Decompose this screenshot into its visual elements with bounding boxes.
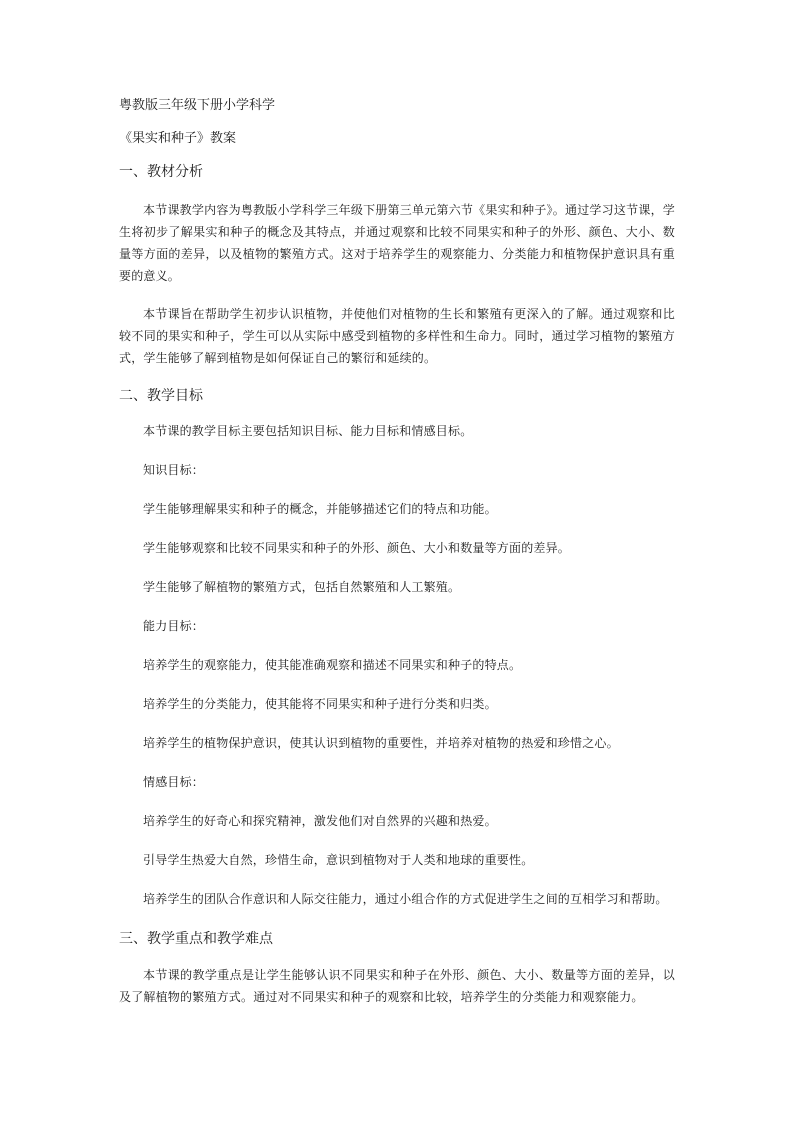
- goal-item: 培养学生的团队合作意识和人际交往能力，通过小组合作的方式促进学生之间的互相学习和帮助。: [143, 892, 668, 906]
- section-heading-teaching-goals: 二、教学目标: [119, 388, 203, 404]
- emotion-goals-label: 情感目标：: [143, 775, 205, 789]
- ability-goals-label: 能力目标：: [143, 619, 205, 633]
- goals-intro: 本节课的教学目标主要包括知识目标、能力目标和情感目标。: [143, 424, 473, 438]
- paragraph: 本节课的教学重点是让学生能够认识不同果实和种子在外形、颜色、大小、数量等方面的差异，以及了解植物的繁殖方式。通过对不同果实和种子的观察和比较，培养学生的分类能力和观察能力。: [119, 968, 675, 1004]
- goal-item: 培养学生的好奇心和探究精神，激发他们对自然界的兴趣和热爱。: [143, 814, 497, 828]
- document-body: [119, 96, 675, 1024]
- section-heading-key-points: 三、教学重点和教学难点: [119, 931, 273, 947]
- paragraph: 本节课旨在帮助学生初步认识植物，并使他们对植物的生长和繁殖有更深入的了解。通过观察和比较不同的果实和种子，学生可以从实际中感受到植物的多样性和生命力。同时，通过学习植物的繁殖方式，学生能够了解到植物是如何保证自己的繁衍和延续的。: [119, 307, 675, 365]
- goal-item: 学生能够观察和比较不同果实和种子的外形、颜色、大小和数量等方面的差异。: [143, 541, 571, 555]
- goal-item: 学生能够理解果实和种子的概念，并能够描述它们的特点和功能。: [143, 502, 497, 516]
- section-heading-textbook-analysis: 一、教材分析: [119, 164, 203, 180]
- goal-item: 引导学生热爱大自然，珍惜生命，意识到植物对于人类和地球的重要性。: [143, 853, 534, 867]
- paragraph: 本节课教学内容为粤教版小学科学三年级下册第三单元第六节《果实和种子》。通过学习这节课，学生将初步了解果实和种子的概念及其特点，并通过观察和比较不同果实和种子的外形、颜色、大小、数量等方面的差异，以及植物的繁殖方式。这对于培养学生的观察能力、分类能力和植物保护意识具有重要的意义。: [119, 203, 675, 283]
- goal-item: 培养学生的植物保护意识，使其认识到植物的重要性，并培养对植物的热爱和珍惜之心。: [143, 736, 619, 750]
- knowledge-goals-label: 知识目标：: [143, 463, 205, 477]
- document-title: 《果实和种子》教案: [119, 131, 237, 146]
- document-subtitle: 粤教版三年级下册小学科学: [119, 98, 276, 113]
- goal-item: 培养学生的分类能力，使其能将不同果实和种子进行分类和归类。: [143, 697, 497, 711]
- goal-item: 培养学生的观察能力，使其能准确观察和描述不同果实和种子的特点。: [143, 658, 522, 672]
- goal-item: 学生能够了解植物的繁殖方式，包括自然繁殖和人工繁殖。: [143, 580, 461, 594]
